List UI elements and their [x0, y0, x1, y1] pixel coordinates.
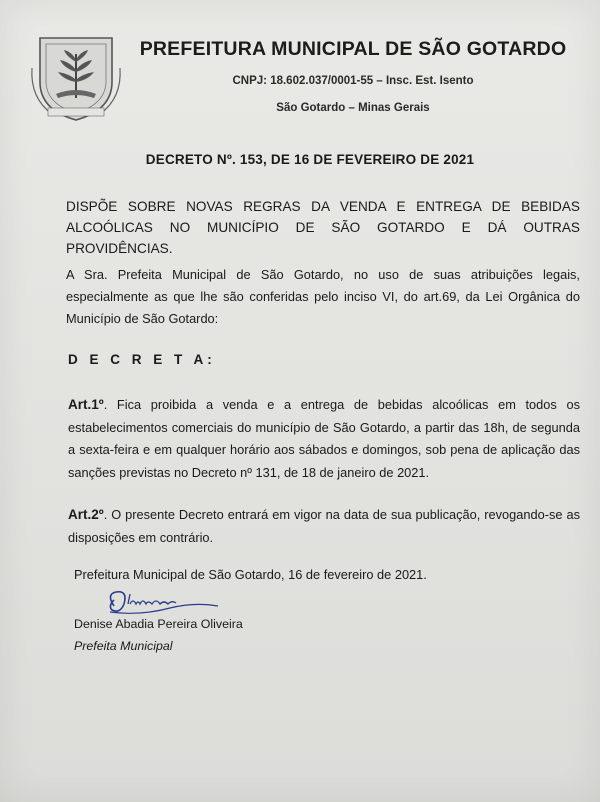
signer-name: Denise Abadia Pereira Oliveira: [74, 617, 243, 631]
municipal-crest-icon: [26, 28, 126, 124]
article-1-label: Art.1º: [68, 397, 104, 412]
article-1: [68, 394, 580, 484]
place-and-date: Prefeitura Municipal de São Gotardo, 16 de fevereiro de 2021.: [74, 567, 427, 582]
article-1-text: . Fica proibida a venda e a entrega de bebidas alcoólicas em todos os estabelecimentos comerciais do município de São Gotardo, a partir das 18h, de segunda a sexta-feira e em qualquer horário aos sábados e domingos, sob pena de aplicação das sanções previstas no Decreto nº 131, de 18 de janeiro de 2021.: [68, 397, 580, 480]
page-title: PREFEITURA MUNICIPAL DE SÃO GOTARDO: [139, 38, 567, 60]
article-2: [68, 504, 580, 549]
article-2-label: Art.2º: [68, 507, 104, 522]
decreta-heading: D E C R E T A:: [68, 352, 216, 367]
preamble-paragraph: A Sra. Prefeita Municipal de São Gotardo, no uso de suas atribuições legais, especialmente as que lhe são conferidas pelo inciso VI, do art.69, da Lei Orgânica do Município de São Gotardo:: [66, 267, 580, 326]
article-2-text: . O presente Decreto entrará em vigor na data de sua publicação, revogando-se as disposições em contrário.: [68, 507, 580, 545]
decree-summary: DISPÕE SOBRE NOVAS REGRAS DA VENDA E ENTREGA DE BEBIDAS ALCOÓLICAS NO MUNICÍPIO DE SÃO GOTARDO E DÁ OUTRAS PROVIDÊNCIAS.: [66, 199, 580, 256]
decree-title: DECRETO Nº. 153, DE 16 DE FEVEREIRO DE 2021: [145, 152, 475, 167]
signer-role: Prefeita Municipal: [74, 639, 173, 653]
cnpj-line: CNPJ: 18.602.037/0001-55 – Insc. Est. Isento: [232, 75, 474, 87]
city-line: São Gotardo – Minas Gerais: [276, 102, 430, 114]
